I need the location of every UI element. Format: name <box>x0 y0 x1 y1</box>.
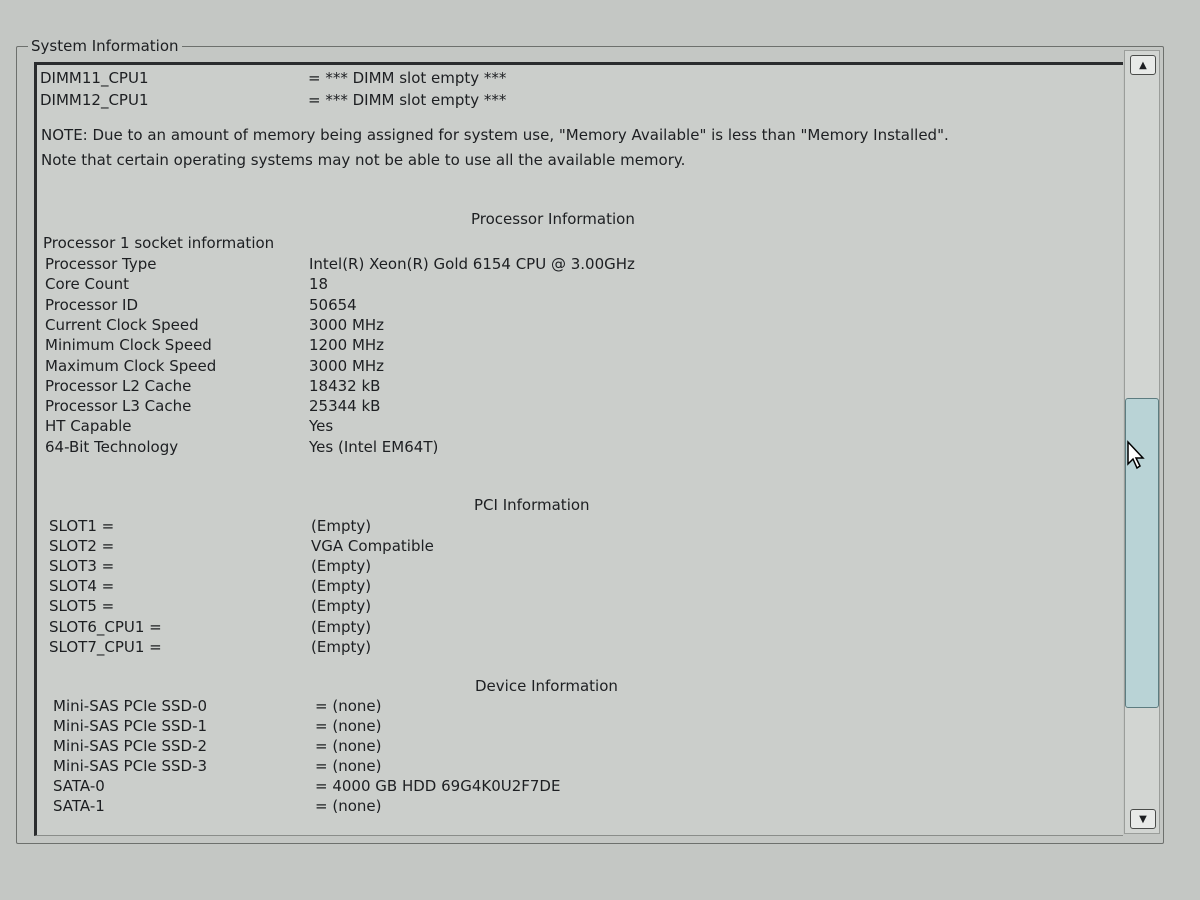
row-value: (Empty) <box>311 577 372 596</box>
row-label: SLOT6_CPU1 = <box>49 617 162 636</box>
device-heading: Device Information <box>475 677 618 695</box>
row-label: Mini-SAS PCIe SSD-1 <box>53 717 208 735</box>
row-label: Maximum Clock Speed <box>45 356 217 375</box>
row-value: (Empty) <box>311 617 372 636</box>
pci-heading: PCI Information <box>474 496 590 514</box>
row-label: SATA-0 <box>53 777 105 795</box>
row-label: SLOT4 = <box>49 577 115 596</box>
info-panel <box>34 62 1123 836</box>
row-value: Intel(R) Xeon(R) Gold 6154 CPU @ 3.00GHz <box>309 255 635 273</box>
row-label: Mini-SAS PCIe SSD-3 <box>53 757 208 775</box>
row-value: = (none) <box>315 737 382 755</box>
row-value: = (none) <box>315 697 382 715</box>
row-value: = (none) <box>315 757 382 775</box>
socket-label-text: Processor 1 socket information <box>43 234 275 252</box>
row-label: Processor Type <box>45 255 157 273</box>
row-label: SLOT3 = <box>49 557 115 576</box>
group-title: System Information <box>28 37 182 55</box>
row-label: SLOT1 = <box>49 517 115 535</box>
row-label: HT Capable <box>45 417 132 436</box>
row-value: (Empty) <box>311 637 372 656</box>
scroll-up-button[interactable] <box>1130 55 1156 75</box>
row-label: SLOT7_CPU1 = <box>49 637 162 656</box>
row-value: = *** DIMM slot empty *** <box>308 69 507 87</box>
row-value: 18 <box>309 275 329 294</box>
row-label: Processor ID <box>45 295 138 314</box>
row-label: 64-Bit Technology <box>45 437 179 456</box>
memory-note: NOTE: Due to an amount of memory being assigned for system use, "Memory Available" is less than "Memory Installed". Note that certain operating systems may not be able to use all the available memory. <box>41 126 949 169</box>
row-value: = 4000 GB HDD 69G4K0U2F7DE <box>315 777 561 795</box>
row-value: 3000 MHz <box>309 315 385 334</box>
row-value: 1200 MHz <box>309 336 385 355</box>
row-value: 25344 kB <box>309 397 381 416</box>
arrow-up-icon: ▲ <box>1139 59 1147 71</box>
mouse-cursor-icon <box>1126 440 1148 470</box>
row-label: Mini-SAS PCIe SSD-0 <box>53 697 208 715</box>
row-value: 3000 MHz <box>309 356 385 375</box>
row-label: Minimum Clock Speed <box>45 336 212 355</box>
row-label: Mini-SAS PCIe SSD-2 <box>53 737 208 755</box>
row-value: VGA Compatible <box>311 537 434 556</box>
row-label: SLOT5 = <box>49 597 115 616</box>
row-value: (Empty) <box>311 557 372 576</box>
row-label: DIMM12_CPU1 <box>40 91 149 109</box>
row-label: SLOT2 = <box>49 537 115 556</box>
row-value: 50654 <box>309 295 357 314</box>
row-value: (Empty) <box>311 517 372 535</box>
processor-heading: Processor Information <box>471 210 635 228</box>
row-value: 18432 kB <box>309 376 381 395</box>
row-label: SATA-1 <box>53 797 105 815</box>
row-value: = (none) <box>315 717 382 735</box>
row-value: = *** DIMM slot empty *** <box>308 91 507 109</box>
row-value: Yes (Intel EM64T) <box>309 437 439 456</box>
arrow-down-icon: ▼ <box>1139 813 1147 825</box>
row-value: (Empty) <box>311 597 372 616</box>
row-label: Core Count <box>45 275 130 294</box>
row-label: DIMM11_CPU1 <box>40 69 149 87</box>
scroll-down-button[interactable] <box>1130 809 1156 829</box>
row-label: Processor L2 Cache <box>45 376 192 395</box>
row-label: Processor L3 Cache <box>45 397 192 416</box>
row-value: Yes <box>309 417 334 436</box>
row-value: = (none) <box>315 797 382 815</box>
row-label: Current Clock Speed <box>45 315 199 334</box>
